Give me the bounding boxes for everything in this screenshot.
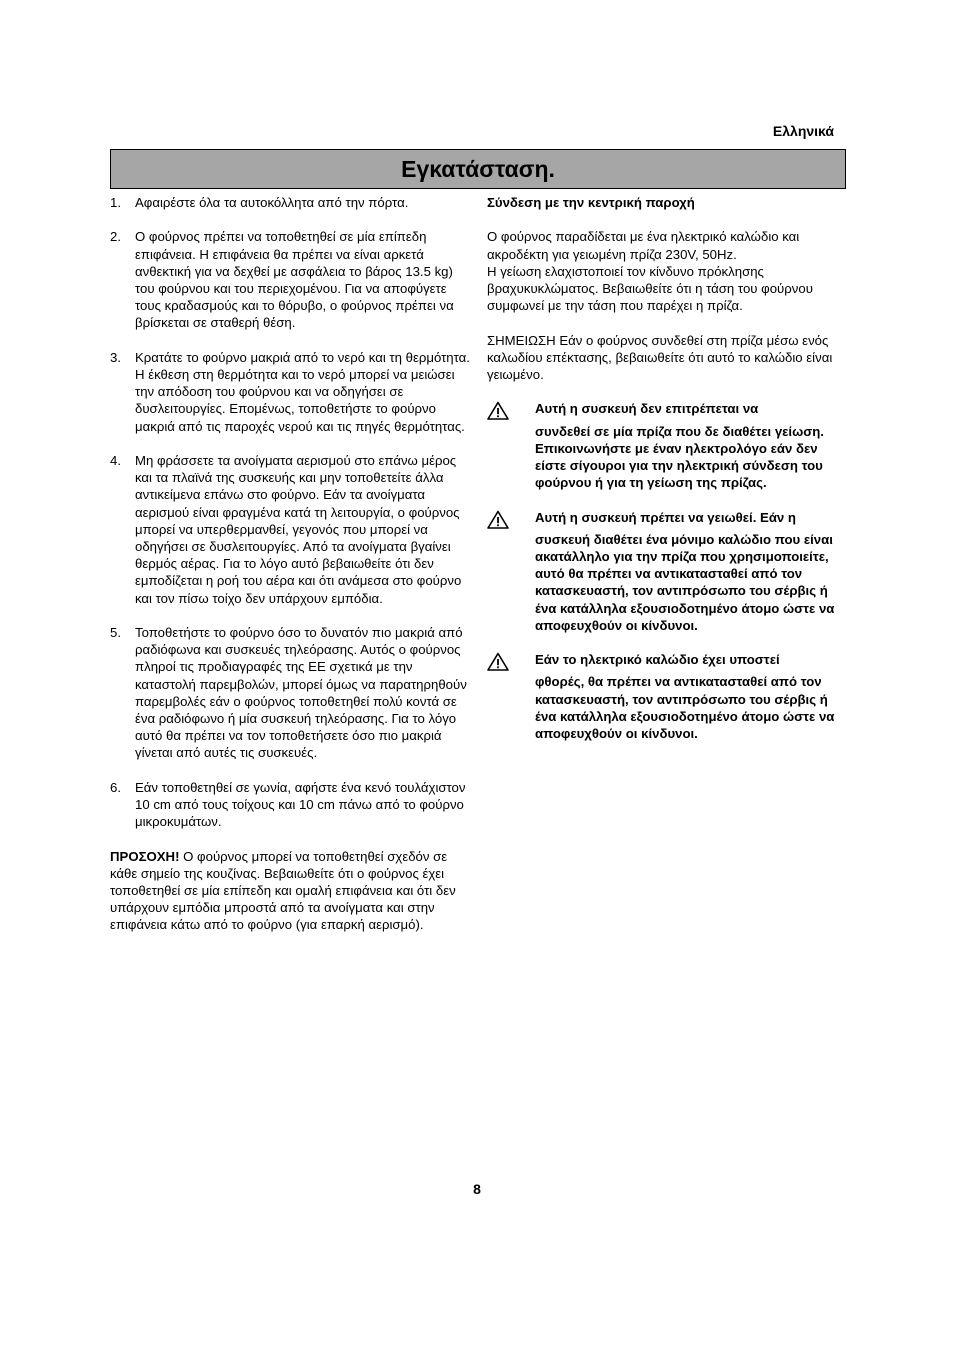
warning-block [487,651,849,742]
supply-paragraph [487,228,849,314]
section-title-bar [110,149,846,189]
language-label: Ελληνικά [772,123,834,139]
grounding-text: Η γείωση ελαχιστοποιεί τον κίνδυνο πρόκλησης βραχυκυκλώματος. Βεβαιωθείτε ότι η τάση του φούρνου συμφωνεί με την τάση που παρέχει η πρίζα. [487,263,813,314]
item-text: Μη φράσσετε τα ανοίγματα αερισμού στο επάνω μέρος και τα πλαϊνά της συσκευής και μην τοποθετείτε άλλα αντικείμενα επάνω στο φούρνο. Εάν τα ανοίγματα αερισμού είναι φραγμένα κατά τη λειτουργία, ο φούρνος μπορεί να υπερθερμανθεί, γεγονός που μπορεί να οδηγήσει σε δυσλειτουργίες. Από τα ανοίγματα βγαίνει θερμός αέρας. Για το λόγο αυτό βεβαιωθείτε ότι δεν εμποδίζεται η ροή του αέρα και ότι ανάμεσα στο φούρνο και τον πίσω τοίχο δεν υπάρχουν εμπόδια. [135,453,462,606]
item-text: Εάν τοποθετηθεί σε γωνία, αφήστε ένα κενό τουλάχιστον 10 cm από τους τοίχους και 10 cm πάνω από το φούρνο μικροκυμάτων. [135,779,466,830]
caution-text: Ο φούρνος μπορεί να τοποθετηθεί σχεδόν σε κάθε σημείο της κουζίνας. Βεβαιωθείτε ότι ο φούρνος έχει τοποθετηθεί σε μία επίπεδη και ομαλή επιφάνεια και ότι δεν υπάρχουν εμπόδια μπροστά από τα ανοίγματα και στην επιφάνεια κάτω από το φούρνο (για επαρκή αερισμό). [110,848,456,933]
list-item [110,349,472,435]
warning-body: συσκευή διαθέτει ένα μόνιμο καλώδιο που είναι ακατάλληλο για την πρίζα που χρησιμοποιείτε, αυτό θα πρέπει να αντικατασταθεί από τον κατασκευαστή, τον αντιπρόσωπο του σέρβις ή ένα κατάλληλα εξουσιοδοτημένο άτομο ώστε να αποφευχθούν οι κίνδυνοι. [535,531,835,633]
warning-block [487,400,849,491]
note-paragraph: ΣΗΜΕΙΩΣΗ Εάν ο φούρνος συνδεθεί στη πρίζα μέσω ενός καλωδίου επέκτασης, βεβαιωθείτε ότι αυτό το καλώδιο είναι γειωμένο. [487,332,833,382]
list-item [110,452,472,607]
item-number: 4. [110,453,121,468]
warning-block [487,509,849,634]
item-number: 2. [110,229,121,245]
item-text: Αφαιρέστε όλα τα αυτοκόλλητα από την πόρτα. [135,195,409,210]
item-number: 1. [110,195,121,210]
item-text: Τοποθετήστε το φούρνο όσο το δυνατόν πιο μακριά από ραδιόφωνα και συσκευές τηλεόρασης. Αυτός ο φούρνος πληροί τις προδιαγραφές της ΕΕ σχετικά με την καταστολή παρεμβολών, μπορεί όμως να παρατηρηθούν παρεμβολές εάν ο φούρνος τοποθετηθεί πολύ κοντά σε ένα ραδιόφωνο ή μία συσκευή τηλεόρασης. Για το λόγο αυτό θα πρέπει να τον τοποθετήσετε όσο πιο μακριά γίνεται από αυτές τις συσκευές. [135,625,467,761]
supply-text: Ο φούρνος παραδίδεται με ένα ηλεκτρικό καλώδιο και ακροδέκτη για γειωμένη πρίζα 230V, 50Hz. [487,229,800,262]
caution-paragraph [110,848,472,934]
list-item [110,194,472,211]
caution-label: ΠΡΟΣΟΧΗ! [110,848,180,864]
warning-first-line: Αυτή η συσκευή δεν επιτρέπεται να [535,401,759,417]
left-column [110,194,472,951]
instruction-list [110,194,472,830]
item-text: Ο φούρνος πρέπει να τοποθετηθεί σε μία επίπεδη επιφάνεια. Η επιφάνεια θα πρέπει να είναι αρκετά ανθεκτική για να δεχθεί με ασφάλεια το βάρος 13.5 kg) του φούρνου και του περιεχομένου. Για να αποφύγετε τους κραδασμούς και το θόρυβο, ο φούρνος πρέπει να βρίσκεται σε σταθερή θέση. [135,229,454,331]
warning-text [535,651,849,742]
page-title: Εγκατάσταση. [401,155,555,182]
page-number: 8 [473,1181,481,1197]
warning-first-line: Εάν το ηλεκτρικό καλώδιο έχει υποστεί [535,652,780,668]
warning-body: φθορές, θα πρέπει να αντικατασταθεί από τον κατασκευαστή, τον αντιπρόσωπο του σέρβις ή ένα κατάλληλα εξουσιοδοτημένο άτομο ώστε να αποφευχθούν οι κίνδυνοι. [535,674,835,742]
right-column [487,194,849,759]
warning-text [535,400,849,491]
item-number: 3. [110,349,121,365]
warning-body: συνδεθεί σε μία πρίζα που δε διαθέτει γείωση. Επικοινωνήστε με έναν ηλεκτρολόγο εάν δεν είστε σίγουροι για την ηλεκτρική σύνδεση του φούρνου ή για τη γείωση της πρίζας. [535,423,824,491]
warning-icon [487,651,535,742]
item-text: Κρατάτε το φούρνο μακριά από το νερό και τη θερμότητα. Η έκθεση στη θερμότητα και το νερό μπορεί να μειώσει την απόδοση του φούρνου και να οδηγήσει σε δυσλειτουργίες. Επομένως, τοποθετήστε το φούρνο μακριά από τις παροχές νερού και τις πηγές θερμότητας. [135,349,470,434]
list-item [110,624,472,762]
section-heading: Σύνδεση με την κεντρική παροχή [487,195,695,210]
item-number: 5. [110,625,121,641]
item-number: 6. [110,779,121,795]
warning-first-line: Αυτή η συσκευή πρέπει να γειωθεί. Εάν η [535,509,796,525]
warning-icon [487,400,535,491]
list-item [110,779,472,831]
warning-icon [487,509,535,634]
list-item [110,228,472,331]
warning-text [535,509,849,634]
